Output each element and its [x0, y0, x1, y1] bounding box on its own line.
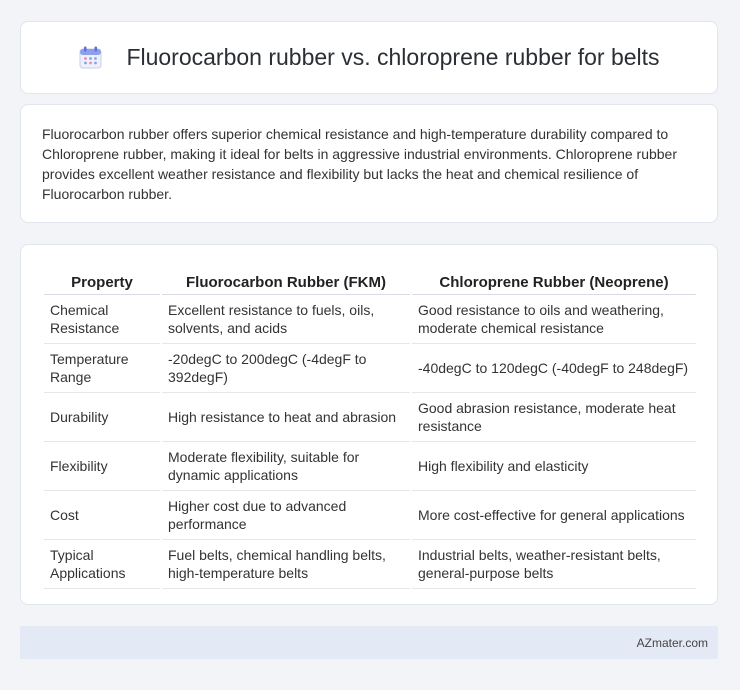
table-cell-property: Durability [44, 393, 160, 442]
table-cell-property: Cost [44, 491, 160, 540]
table-cell-property: Flexibility [44, 442, 160, 491]
page-title [78, 44, 659, 71]
table-row [44, 344, 696, 393]
table-cell-property: Typical Applications [44, 540, 160, 589]
table-row [44, 491, 696, 540]
intro-text: Fluorocarbon rubber offers superior chemical resistance and high-temperature durability compared to Chloroprene rubber, making it ideal for belts in aggressive industrial environments. Chloroprene rubber provides excellent weather resistance and flexibility but lacks the heat and chemical resilience of Fluorocarbon rubber. [42, 126, 678, 202]
table-cell-fkm: Fuel belts, chemical handling belts, high-temperature belts [162, 540, 410, 589]
table-header-row [44, 261, 696, 295]
table-cell-fkm: -20degC to 200degC (-4degF to 392degF) [162, 344, 410, 393]
comparison-table [42, 261, 698, 589]
table-row [44, 393, 696, 442]
table-cell-fkm: Moderate flexibility, suitable for dynamic applications [162, 442, 410, 491]
table-row [44, 295, 696, 344]
comparison-card [20, 244, 718, 605]
table-cell-neoprene: Good resistance to oils and weathering, moderate chemical resistance [412, 295, 696, 344]
table-cell-property: Chemical Resistance [44, 295, 160, 344]
column-header: Fluorocarbon Rubber (FKM) [162, 261, 410, 295]
title-card [20, 21, 718, 94]
table-cell-property: Temperature Range [44, 344, 160, 393]
table-cell-neoprene: More cost-effective for general applications [412, 491, 696, 540]
intro-card [20, 104, 718, 223]
table-cell-fkm: Higher cost due to advanced performance [162, 491, 410, 540]
footer-bar [20, 626, 718, 659]
page-title-text: Fluorocarbon rubber vs. chloroprene rubber for belts [126, 44, 660, 70]
table-cell-neoprene: Good abrasion resistance, moderate heat resistance [412, 393, 696, 442]
table-cell-neoprene: Industrial belts, weather-resistant belts, general-purpose belts [412, 540, 696, 589]
table-row [44, 540, 696, 589]
table-row [44, 442, 696, 491]
column-header: Property [44, 261, 160, 295]
calendar-icon [78, 45, 104, 71]
table-cell-neoprene: High flexibility and elasticity [412, 442, 696, 491]
column-header: Chloroprene Rubber (Neoprene) [412, 261, 696, 295]
footer-brand[interactable]: AZmater.com [636, 635, 708, 650]
table-cell-neoprene: -40degC to 120degC (-40degF to 248degF) [412, 344, 696, 393]
table-cell-fkm: Excellent resistance to fuels, oils, solvents, and acids [162, 295, 410, 344]
table-cell-fkm: High resistance to heat and abrasion [162, 393, 410, 442]
